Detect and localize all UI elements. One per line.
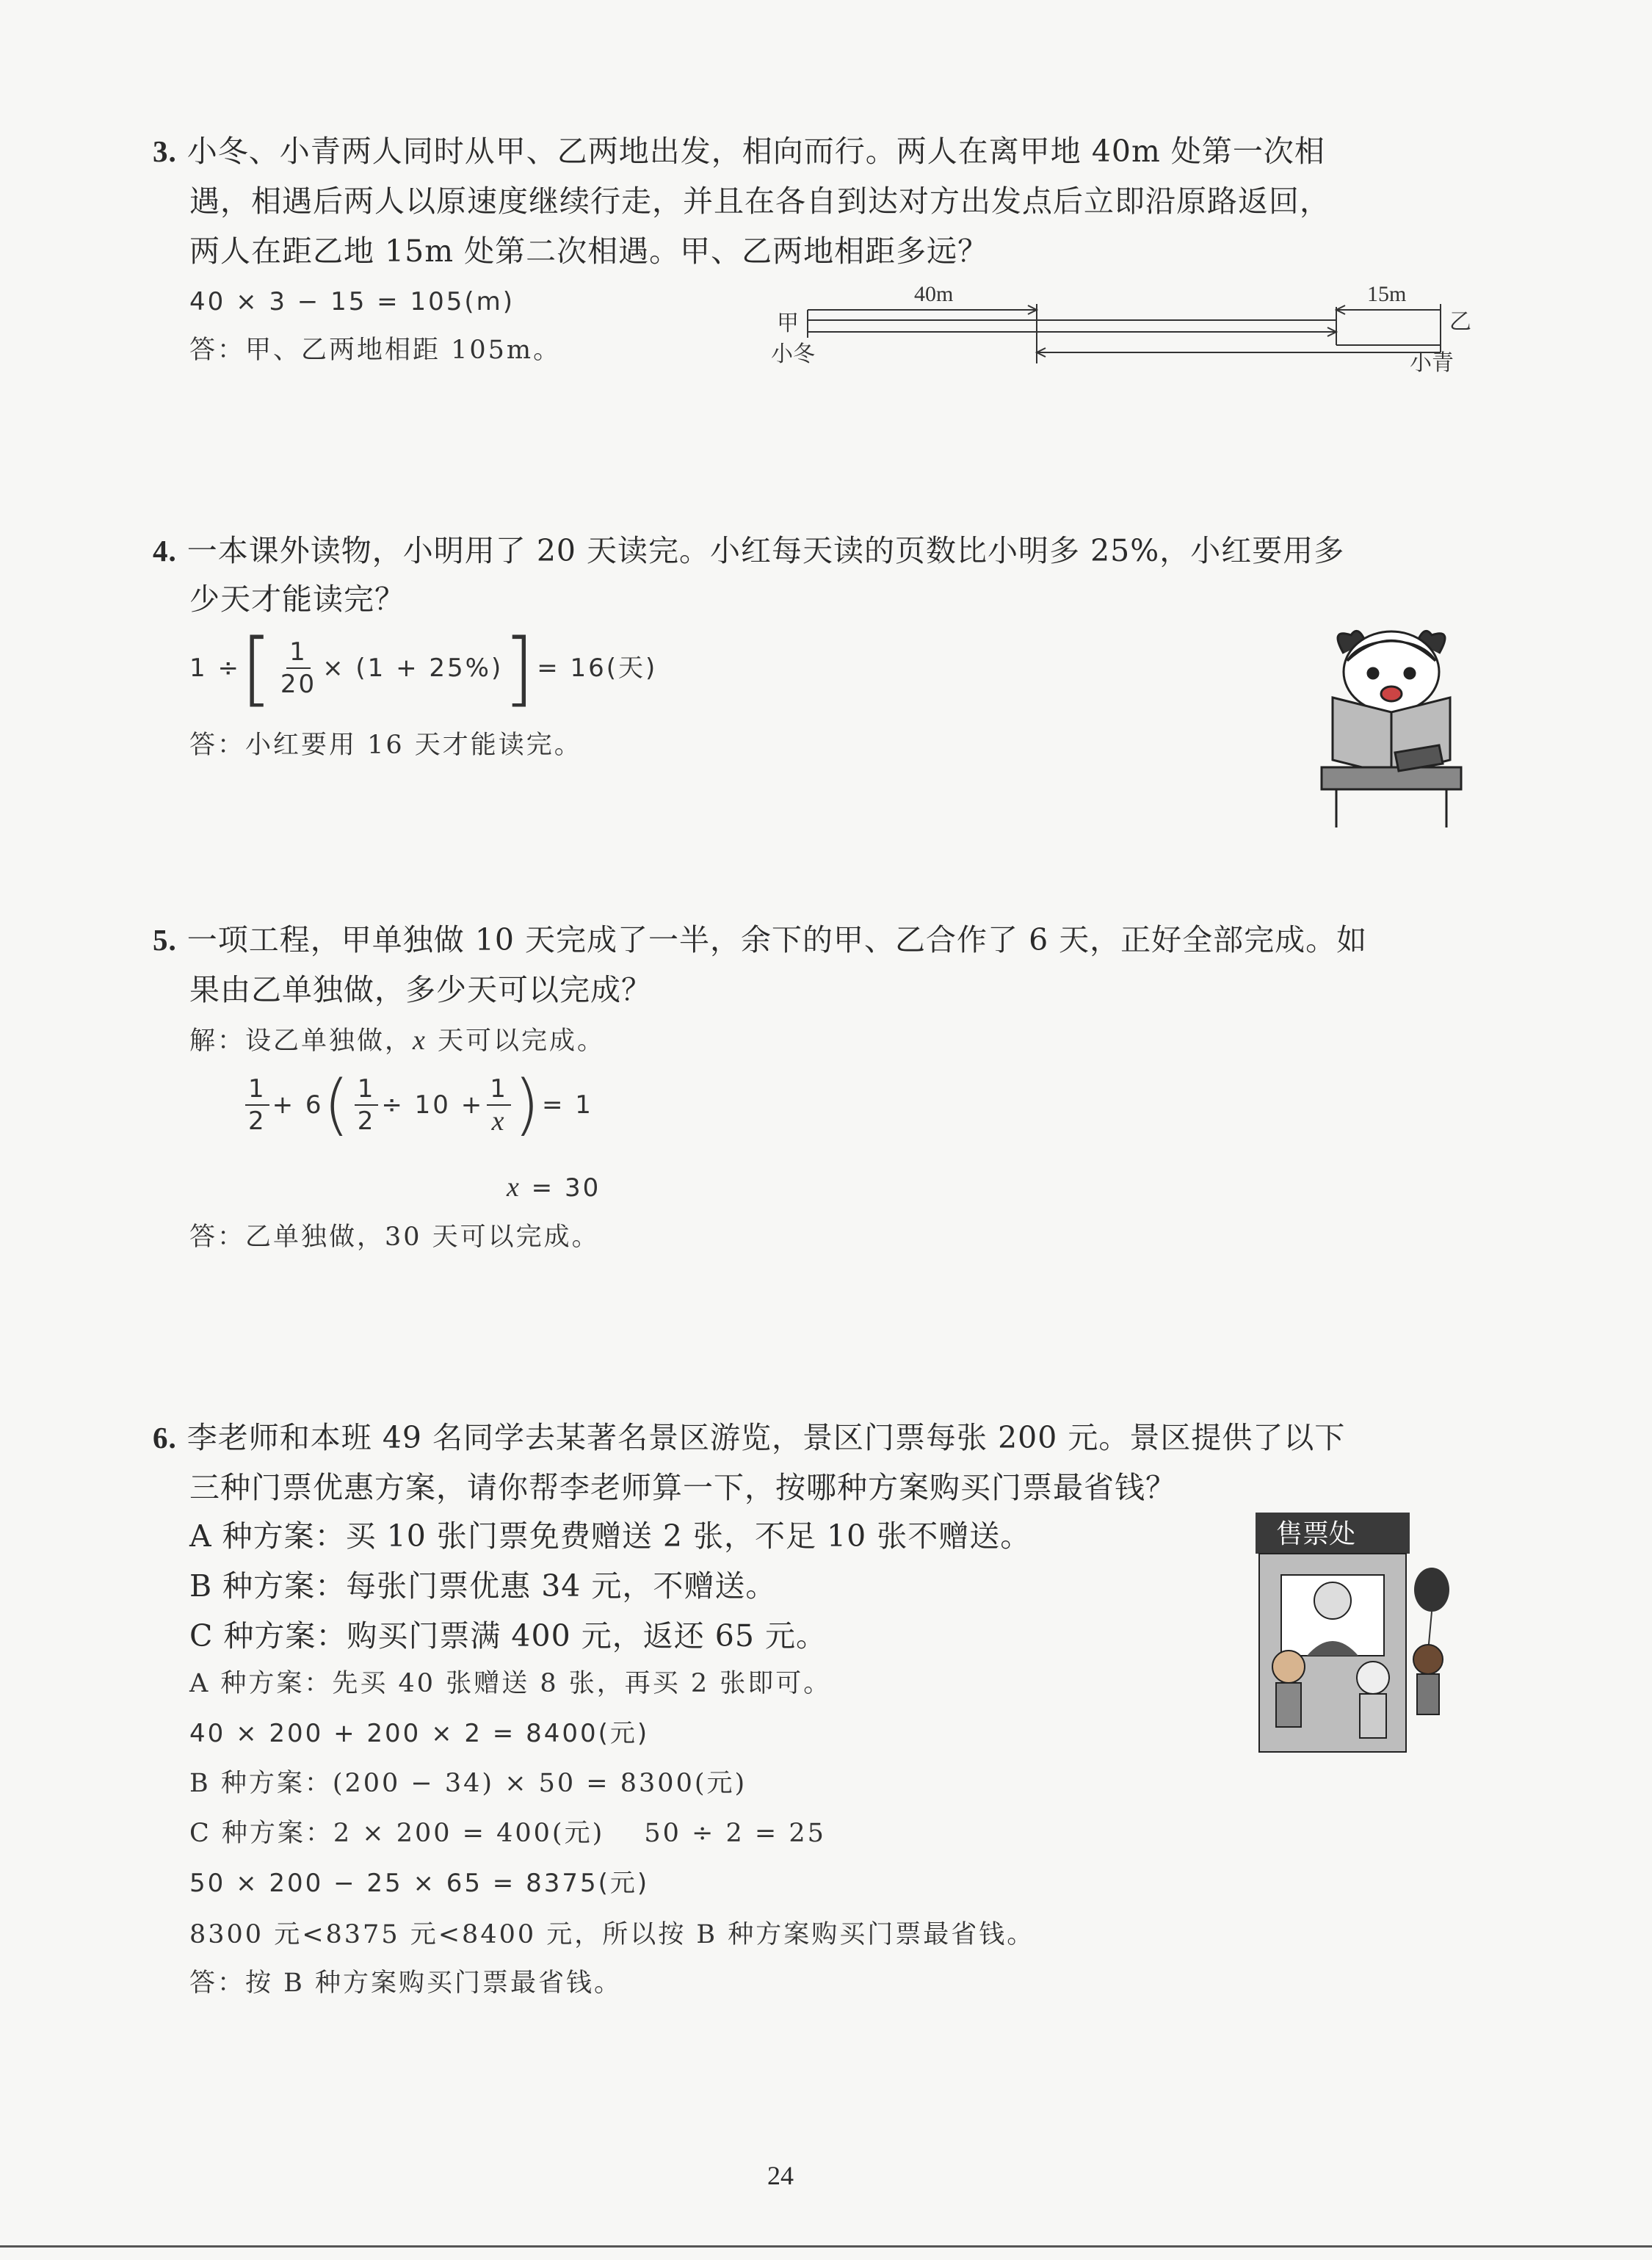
q4-line1 [153, 529, 1344, 573]
q5-f2-num: 1 [355, 1073, 379, 1106]
q4-calc-mid: × (1 + 25%) [322, 653, 504, 683]
q6-sol-6: 8300 元<8375 元<8400 元，所以按 B 种方案购买门票最省钱。 [189, 1920, 1035, 1949]
q3-label-yi: 乙 [1449, 309, 1471, 335]
q6-sol-4a: C 种方案：2 × 200 = 400(元) [189, 1819, 605, 1848]
q4-left-bracket: [ [240, 621, 275, 715]
q6-line2: 三种门票优惠方案，请你帮李老师算一下，按哪种方案购买门票最省钱？ [189, 1470, 1176, 1505]
q3-line-diagram [771, 279, 1476, 374]
q3-label-jia: 甲 [777, 311, 799, 336]
q3-label-40m: 40m [914, 282, 954, 306]
ticket-office-icon [1248, 1509, 1461, 1759]
q6-line1 [153, 1416, 1345, 1460]
q5-frac-1 [245, 1073, 269, 1137]
q4-number: 4. [153, 534, 177, 568]
q5-f2-den: 2 [357, 1107, 376, 1136]
q3-label-15m: 15m [1367, 282, 1407, 306]
q5-solve-pre: 解：设乙单独做， [189, 1026, 413, 1056]
q6-plan-b: B 种方案：每张门票优惠 34 元，不赠送。 [189, 1568, 777, 1604]
q5-number: 5. [153, 923, 177, 957]
q3-line2: 遇，相遇后两人以原速度继续行走，并且在各自到达对方出发点后立即沿原路返回， [189, 184, 1330, 219]
q5-line1 [153, 918, 1367, 962]
q5-result-value: = 30 [521, 1173, 601, 1203]
q5-eq-post: = 1 [541, 1090, 593, 1120]
q5-eq-mid: + 6 [272, 1090, 324, 1120]
q3-line1 [153, 129, 1325, 173]
q5-line2: 果由乙单独做，多少天可以完成？ [189, 972, 652, 1007]
bottom-rule [0, 2245, 1652, 2248]
q6-plan-a: A 种方案：买 10 张门票免费赠送 2 张，不足 10 张不赠送。 [189, 1518, 1032, 1554]
q4-calc-pre: 1 ÷ [189, 653, 241, 683]
q6-answer: 答：按 B 种方案购买门票最省钱。 [189, 1969, 622, 1998]
q5-frac-3 [487, 1073, 511, 1137]
q5-f1-den: 2 [248, 1107, 267, 1136]
q3-label-xiaoqing: 小青 [1410, 350, 1454, 374]
q5-right-paren: ) [513, 1066, 542, 1143]
girl-reading-icon [1314, 620, 1468, 830]
q5-f3-den: x [491, 1106, 507, 1137]
q4-frac-den: 20 [280, 670, 317, 699]
q6-text-1: 李老师和本班 49 名同学去某著名景区游览，景区门票每张 200 元。景区提供了以下 [186, 1420, 1346, 1455]
q6-plan-c: C 种方案：购买门票满 400 元，返还 65 元。 [189, 1618, 827, 1654]
q5-f1-num: 1 [245, 1073, 269, 1106]
ticket-office-sign: 售票处 [1276, 1519, 1356, 1549]
q3-line3: 两人在距乙地 15m 处第二次相遇。甲、乙两地相距多远？ [189, 233, 989, 269]
q5-text-1: 一项工程，甲单独做 10 天完成了一半，余下的甲、乙合作了 6 天，正好全部完成。如 [186, 922, 1368, 957]
q5-equation [242, 1066, 593, 1143]
q5-eq-div: ÷ 10 + [381, 1090, 485, 1120]
q4-frac-num: 1 [286, 637, 311, 669]
q6-sol-2: 40 × 200 + 200 × 2 = 8400(元) [189, 1719, 650, 1748]
q4-text-1: 一本课外读物，小明用了 20 天读完。小红每天读的页数比小明多 25%，小红要用多 [186, 533, 1345, 568]
q5-result-var: x [507, 1172, 521, 1203]
q6-sol-4 [189, 1815, 826, 1852]
q5-answer: 答：乙单独做，30 天可以完成。 [189, 1223, 600, 1252]
q3-calc: 40 × 3 − 15 = 105(m) [189, 287, 515, 316]
page-number: 24 [767, 2161, 794, 2190]
q5-solve-post: 天可以完成。 [427, 1026, 606, 1056]
q3-label-xiaodong: 小冬 [771, 341, 815, 367]
q5-frac-2 [355, 1073, 379, 1137]
q5-f3-num: 1 [487, 1073, 511, 1106]
q4-right-bracket: ] [503, 621, 537, 715]
q3-answer: 答：甲、乙两地相距 105m。 [189, 336, 562, 365]
q5-solve [189, 1022, 605, 1060]
q6-sol-5: 50 × 200 − 25 × 65 = 8375(元) [189, 1869, 650, 1898]
q4-answer: 答：小红要用 16 天才能读完。 [189, 731, 582, 760]
q4-fraction [278, 637, 319, 700]
q4-calc-post: = 16(天) [537, 653, 658, 683]
q6-number: 6. [153, 1421, 177, 1455]
q6-sol-3: B 种方案：(200 − 34) × 50 = 8300(元) [189, 1769, 747, 1798]
q5-solve-var: x [413, 1025, 427, 1056]
q6-sol-4b: 50 ÷ 2 = 25 [644, 1819, 826, 1848]
q4-line2: 少天才能读完？ [189, 582, 405, 617]
q4-calc [189, 621, 658, 715]
q5-left-paren: ( [323, 1066, 352, 1143]
q3-number: 3. [153, 134, 177, 168]
q5-result [507, 1169, 601, 1206]
q6-sol-1: A 种方案：先买 40 张赠送 8 张，再买 2 张即可。 [189, 1669, 832, 1698]
q3-text-1: 小冬、小青两人同时从甲、乙两地出发，相向而行。两人在离甲地 40m 处第一次相 [186, 134, 1325, 169]
